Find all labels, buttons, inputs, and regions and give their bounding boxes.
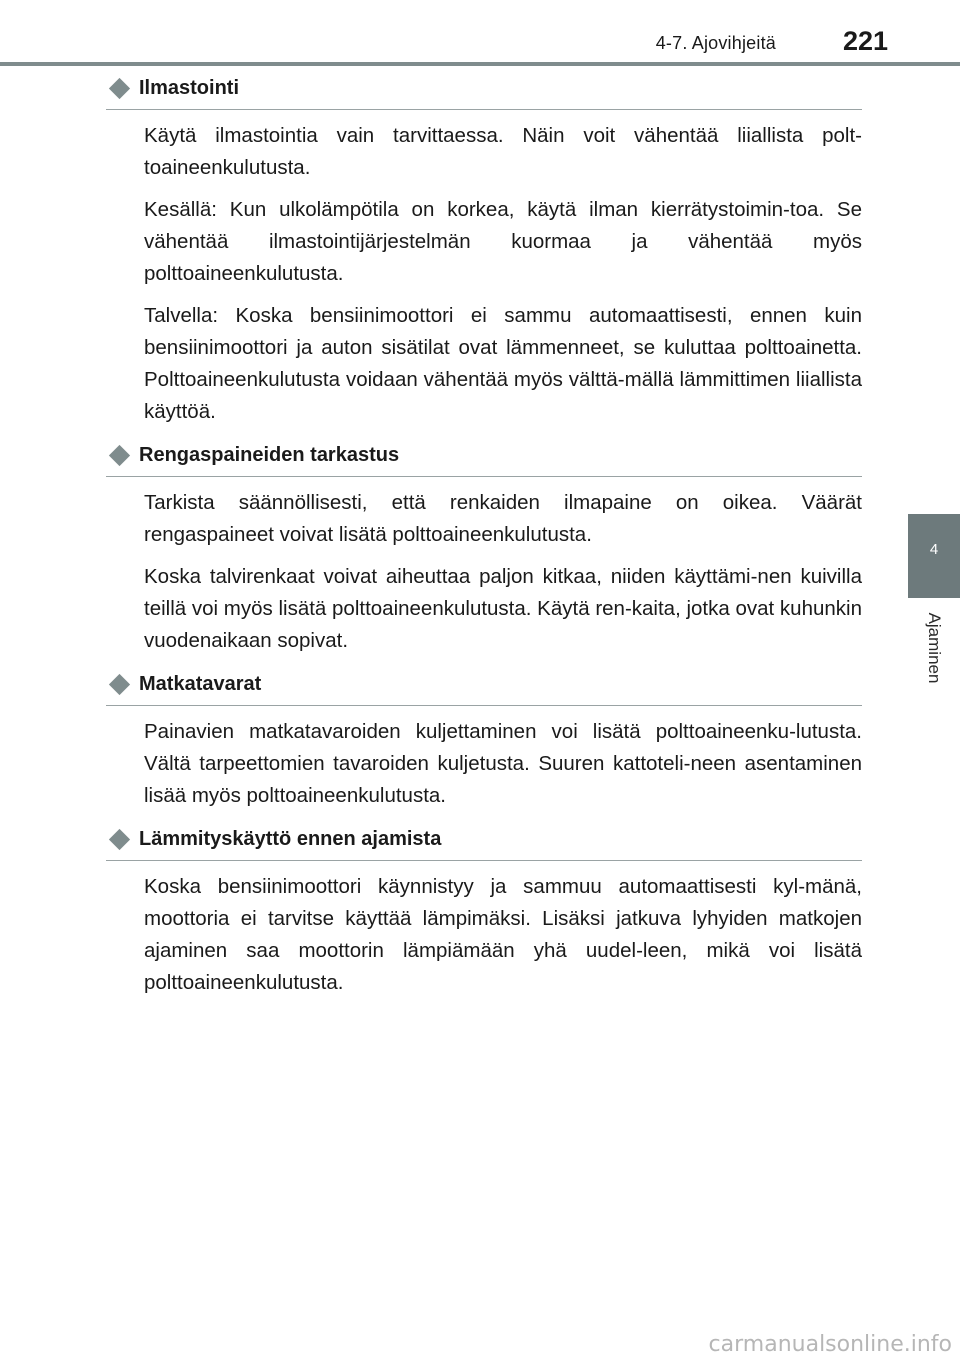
- section-title: 4-7. Ajovihjeitä: [655, 33, 776, 53]
- section-heading: [106, 825, 862, 861]
- diamond-bullet-icon: [109, 829, 130, 850]
- watermark: carmanualsonline.info: [708, 1332, 952, 1357]
- section-heading-text: Ilmastointi: [139, 77, 240, 99]
- chapter-label: Ajaminen: [925, 612, 944, 684]
- section-lammityskaytto: [106, 825, 862, 999]
- section-heading: [106, 441, 862, 477]
- section-heading-text: Rengaspaineiden tarkastus: [139, 444, 400, 466]
- diamond-bullet-icon: [109, 445, 130, 466]
- page-header: [0, 0, 960, 56]
- header-rule: [0, 62, 960, 66]
- paragraph: Kesällä: Kun ulkolämpötila on korkea, käytä ilman kierrätystoimin-toa. Se vähentää ilmastointijärjestelmän kuormaa ja vähentää myös polttoaineenkulutusta.: [144, 198, 862, 285]
- page-number: 221: [842, 26, 888, 56]
- chapter-tab-label: [908, 598, 960, 700]
- section-heading-text: Lämmityskäyttö ennen ajamista: [139, 828, 442, 850]
- chapter-tab: [908, 514, 960, 598]
- chapter-number: 4: [929, 541, 939, 558]
- paragraph: Koska talvirenkaat voivat aiheuttaa paljon kitkaa, niiden käyttämi-nen kuivilla teillä voi myös lisätä polttoaineenkulutusta. Käytä ren-kaita, jotka ovat kuhunkin vuodenaikaan sopivat.: [144, 565, 862, 652]
- diamond-bullet-icon: [109, 78, 130, 99]
- section-heading: [106, 74, 862, 110]
- paragraph: Talvella: Koska bensiinimoottori ei sammu automaattisesti, ennen kuin bensiinimoottori ja auton sisätilat ovat lämmenneet, se kuluttaa polttoainetta. Polttoaineenkulutusta voidaan vähentää myös välttä-mällä lämmittimen liiallista käyttöä.: [144, 304, 862, 423]
- section-heading-text: Matkatavarat: [139, 673, 262, 695]
- paragraph: Painavien matkatavaroiden kuljettaminen voi lisätä polttoaineenku-lutusta. Vältä tarpeettomien tavaroiden kuljetusta. Suuren kattoteli-neen asentaminen lisää myös polttoaineenkulutusta.: [144, 720, 862, 807]
- paragraph: Koska bensiinimoottori käynnistyy ja sammuu automaattisesti kyl-mänä, moottoria ei tarvitse käyttää lämpimäksi. Lisäksi jatkuva lyhyiden matkojen ajaminen saa moottorin lämpiämään yhä uudel-leen, mikä voi lisätä polttoaineenkulutusta.: [144, 875, 862, 994]
- paragraph: Tarkista säännöllisesti, että renkaiden ilmapaine on oikea. Väärät rengaspaineet voivat lisätä polttoaineenkulutusta.: [144, 491, 862, 546]
- page-content: [106, 74, 862, 1012]
- section-rengaspaineet: [106, 441, 862, 657]
- section-heading: [106, 670, 862, 706]
- paragraph: Käytä ilmastointia vain tarvittaessa. Näin voit vähentää liiallista polt-toaineenkulutusta.: [144, 124, 862, 179]
- diamond-bullet-icon: [109, 674, 130, 695]
- section-ilmastointi: [106, 74, 862, 428]
- section-matkatavarat: [106, 670, 862, 812]
